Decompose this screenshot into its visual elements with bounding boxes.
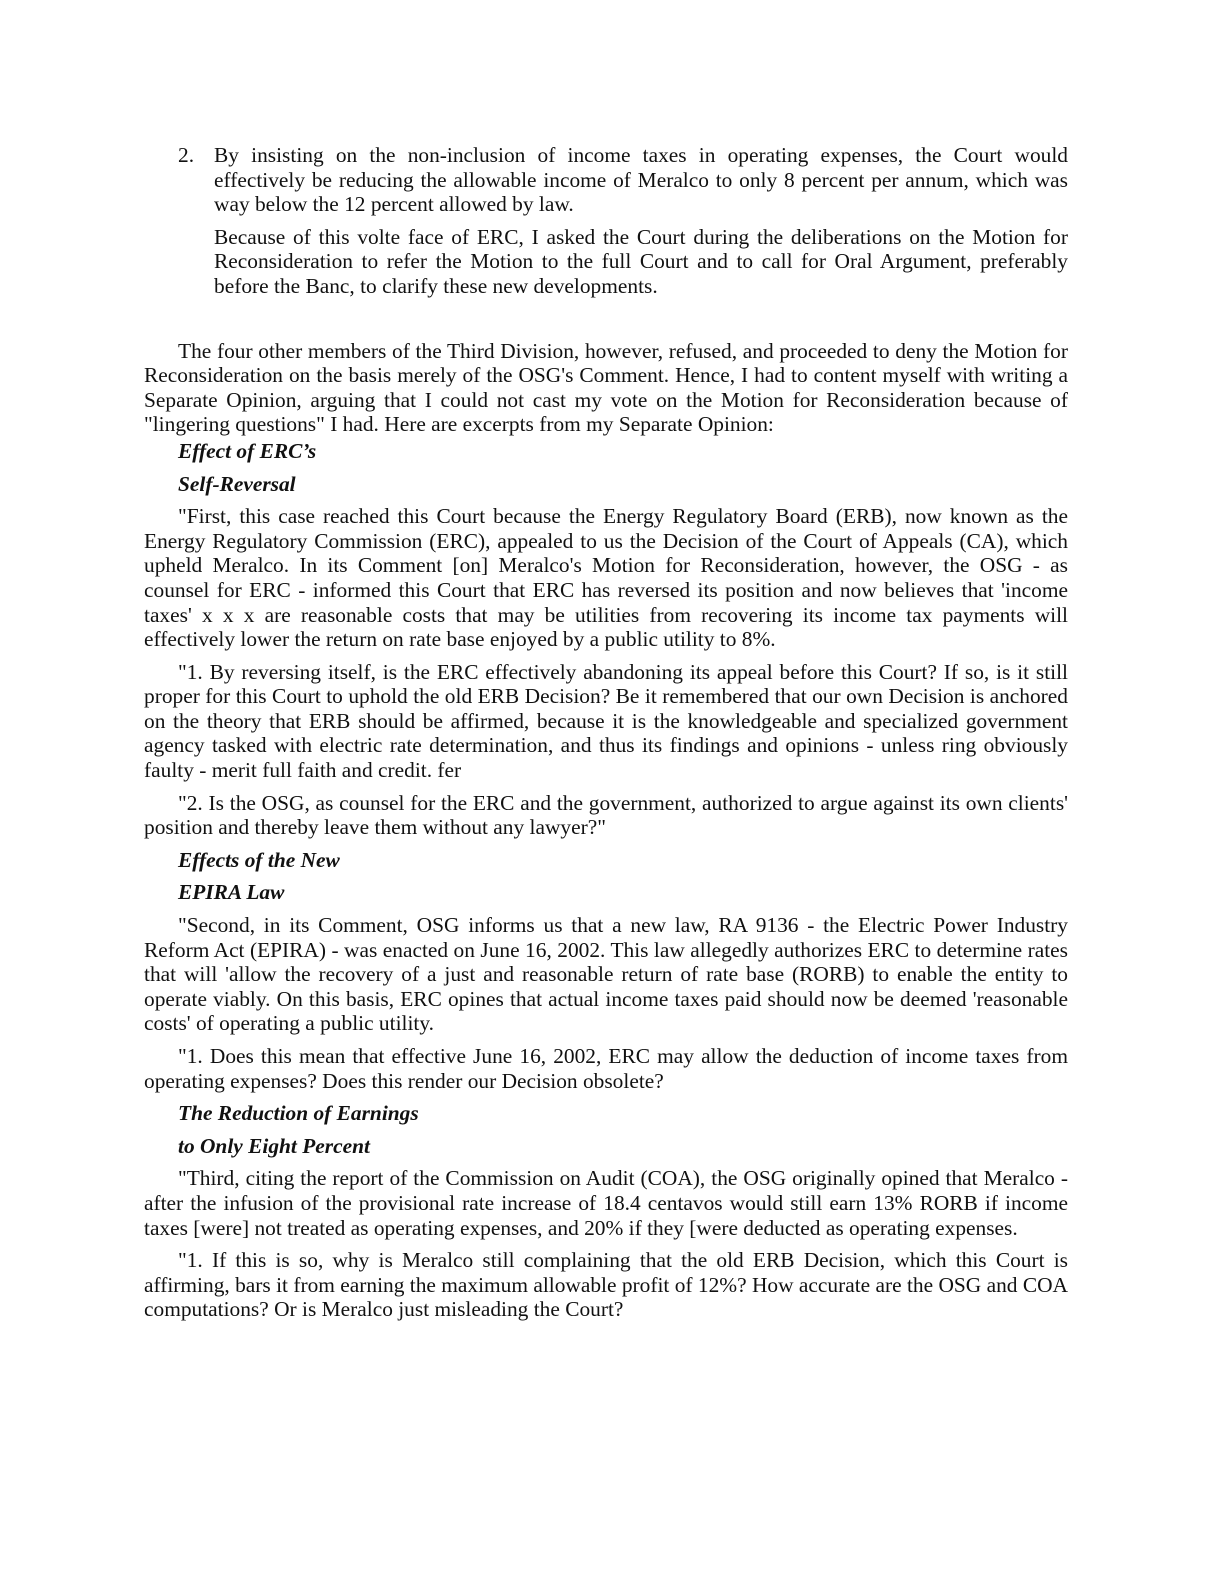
section-heading-epira-law: [144, 848, 1068, 905]
body-paragraph: "2. Is the OSG, as counsel for the ERC and the government, authorized to argue against its own clients' position and thereby leave them without any lawyer?": [144, 790, 1068, 840]
list-item-number: 2.: [178, 143, 195, 167]
section-heading-line: Effect of ERC’s: [178, 438, 317, 463]
section-heading-line: Effects of the New: [178, 847, 340, 872]
section-heading-erc-self-reversal: [144, 439, 1068, 496]
body-paragraph: "1. By reversing itself, is the ERC effectively abandoning its appeal before this Court? If so, is it still proper for this Court to uphold the old ERB Decision? Be it remembered that our own Decision is anchored on the theory that ERB should be affirmed, because it is the knowledgeable and specialized government agency tasked with electric rate determination, and thus its findings and opinions - unless ring obviously faulty - merit full faith and credit. fer: [144, 659, 1068, 783]
section-heading-line: Self-Reversal: [178, 471, 296, 496]
section-heading-line: The Reduction of Earnings: [178, 1101, 419, 1126]
list-item-text: By insisting on the non-inclusion of income taxes in operating expenses, the Court would effectively be reducing the allowable income of Meralco to only 8 percent per annum, which was way below the 12 percent allowed by law.: [214, 143, 1068, 217]
intro-paragraph: The four other members of the Third Division, however, refused, and proceeded to deny the Motion for Reconsideration on the basis merely of the OSG's Comment. Hence, I had to content myself with writing a Separate Opinion, arguing that I could not cast my vote on the Motion for Reconsideration because of "lingering questions" I had. Here are excerpts from my Separate Opinion:: [144, 338, 1068, 437]
section-heading-line: EPIRA Law: [178, 880, 285, 905]
section-heading-line: to Only Eight Percent: [178, 1133, 370, 1158]
body-paragraph: "1. If this is so, why is Meralco still complaining that the old ERB Decision, which this Court is affirming, bars it from earning the maximum allowable profit of 12%? How accurate are the OSG and COA computations? Or is Meralco just misleading the Court?: [144, 1248, 1068, 1322]
body-paragraph: "Third, citing the report of the Commission on Audit (COA), the OSG originally opined that Meralco - after the infusion of the provisional rate increase of 18.4 centavos would still earn 13% RORB if income taxes [were] not treated as operating expenses, and 20% if they [were deducted as operating expenses.: [144, 1166, 1068, 1240]
list-item-followup-paragraph: Because of this volte face of ERC, I asked the Court during the deliberations on the Motion for Reconsideration to refer the Motion to the full Court and to call for Oral Argument, preferably before the Banc, to clarify these new developments.: [214, 224, 1068, 298]
numbered-list-item: [144, 143, 1068, 217]
document-page: [144, 143, 1068, 1322]
body-paragraph: "Second, in its Comment, OSG informs us that a new law, RA 9136 - the Electric Power Industry Reform Act (EPIRA) - was enacted on June 16, 2002. This law allegedly authorizes ERC to determine rates that will 'allow the recovery of a just and reasonable return of rate base (RORB) to enable the entity to operate viably. On this basis, ERC opines that actual income taxes paid should now be deemed 'reasonable costs' of operating a public utility.: [144, 913, 1068, 1036]
body-paragraph: "1. Does this mean that effective June 16, 2002, ERC may allow the deduction of income taxes from operating expenses? Does this render our Decision obsolete?: [144, 1044, 1068, 1093]
section-heading-reduction-of-earnings: [144, 1101, 1068, 1158]
body-paragraph: "First, this case reached this Court because the Energy Regulatory Board (ERB), now known as the Energy Regulatory Commission (ERC), appealed to us the Decision of the Court of Appeals (CA), which upheld Meralco. In its Comment [on] Meralco's Motion for Reconsideration, however, the OSG - as counsel for ERC - informed this Court that ERC has reversed its position and now believes that 'income taxes' x x x are reasonable costs that may be utilities from recovering its income tax payments will effectively lower the return on rate base enjoyed by a public utility to 8%.: [144, 504, 1068, 652]
